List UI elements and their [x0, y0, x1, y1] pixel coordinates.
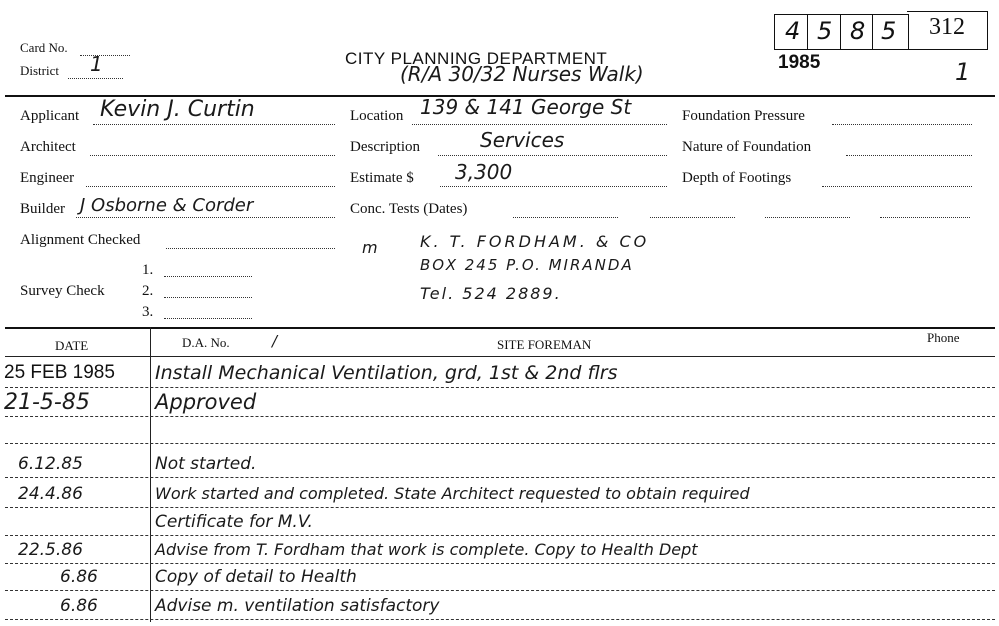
builder-label: Builder — [20, 201, 65, 217]
row-rule — [5, 443, 995, 444]
conc-tests-line-4 — [880, 217, 970, 218]
estimate-value: 3,300 — [455, 160, 513, 184]
survey-item-3: 3. — [142, 304, 154, 320]
log-date: 6.86 — [60, 567, 98, 587]
row-rule — [5, 477, 995, 478]
location-value: 139 & 141 George St — [420, 95, 632, 119]
district-label: District — [20, 63, 59, 78]
log-text: Copy of detail to Health — [155, 567, 357, 587]
da-no-value: / — [272, 332, 278, 350]
contact-line-1: K. T. FORDHAM. & CO — [420, 232, 650, 251]
log-date: 6.12.85 — [18, 454, 83, 474]
survey-line-2 — [164, 297, 252, 298]
district-value: 1 — [90, 52, 103, 76]
engineer-label: Engineer — [20, 170, 75, 186]
foundation-pressure-label: Foundation Pressure — [682, 108, 805, 124]
phone-header: Phone — [927, 330, 960, 345]
card-sub-number: 1 — [955, 58, 971, 86]
box-divider — [807, 15, 808, 49]
description-label: Description — [350, 139, 420, 155]
estimate-label: Estimate $ — [350, 170, 414, 186]
box-divider — [840, 15, 841, 49]
log-header-rule — [5, 356, 995, 357]
alignment-label: Alignment Checked — [20, 232, 141, 248]
contact-line-3: Tel. 524 2889. — [420, 284, 562, 303]
site-foreman-header: SITE FOREMAN — [497, 337, 592, 352]
conc-tests-line-3 — [765, 217, 850, 218]
nature-foundation-line — [846, 155, 972, 156]
card-no-label: Card No. — [20, 40, 68, 55]
conc-tests-line-1 — [513, 217, 618, 218]
log-date: 22.5.86 — [18, 540, 83, 560]
row-rule — [5, 590, 995, 591]
location-line — [412, 124, 667, 125]
log-top-rule — [5, 327, 995, 329]
row-rule — [5, 619, 995, 620]
builder-line — [76, 217, 335, 218]
serial-box — [907, 11, 988, 50]
builder-value: J Osborne & Corder — [80, 195, 254, 216]
log-text: Work started and completed. State Architect requested to obtain required — [155, 484, 750, 503]
district-line — [68, 78, 123, 79]
description-line — [438, 155, 667, 156]
foundation-pressure-line — [832, 124, 972, 125]
survey-line-1 — [164, 276, 252, 277]
log-text: Advise m. ventilation satisfactory — [155, 596, 440, 616]
survey-label: Survey Check — [20, 283, 105, 299]
conc-tests-label: Conc. Tests (Dates) — [350, 201, 468, 217]
year-label: 1985 — [778, 52, 821, 73]
survey-line-3 — [164, 318, 252, 319]
card-number-box — [774, 14, 909, 50]
log-date: 25 FEB 1985 — [4, 362, 115, 383]
depth-footings-label: Depth of Footings — [682, 170, 792, 186]
applicant-label: Applicant — [20, 108, 80, 124]
log-date: 21-5-85 — [4, 390, 90, 415]
nature-foundation-label: Nature of Foundation — [682, 139, 812, 155]
row-rule — [5, 507, 995, 508]
applicant-line — [93, 124, 335, 125]
survey-item-1: 1. — [142, 262, 154, 278]
alignment-line — [166, 248, 335, 249]
date-header: DATE — [55, 338, 89, 353]
box-digit-4: 5 — [881, 17, 897, 45]
log-text: Install Mechanical Ventilation, grd, 1st & 2nd flrs — [155, 362, 618, 384]
log-text: Not started. — [155, 454, 257, 474]
box-digit-1: 4 — [785, 17, 801, 45]
handwritten-address: (R/A 30/32 Nurses Walk) — [400, 62, 644, 86]
engineer-line — [86, 186, 335, 187]
log-text: Certificate for M.V. — [155, 512, 313, 532]
architect-label: Architect — [20, 139, 76, 155]
row-rule — [5, 563, 995, 564]
contact-line-2: BOX 245 P.O. MIRANDA — [420, 256, 634, 274]
survey-item-2: 2. — [142, 283, 154, 299]
location-label: Location — [350, 108, 404, 124]
card-no-line — [80, 55, 130, 56]
row-rule — [5, 387, 995, 388]
row-rule — [5, 416, 995, 417]
log-text: Approved — [155, 390, 257, 414]
depth-footings-line — [822, 186, 972, 187]
description-value: Services — [480, 128, 565, 152]
log-date: 24.4.86 — [18, 484, 83, 504]
card-serial: 312 — [929, 14, 965, 40]
row-rule — [5, 535, 995, 536]
applicant-value: Kevin J. Curtin — [100, 97, 255, 122]
log-date: 6.86 — [60, 596, 98, 616]
log-text: Advise from T. Fordham that work is complete. Copy to Health Dept — [155, 540, 698, 559]
conc-tests-line-2 — [650, 217, 735, 218]
box-divider — [872, 15, 873, 49]
architect-line — [90, 155, 335, 156]
da-no-header: D.A. No. — [182, 335, 230, 350]
estimate-line — [440, 186, 667, 187]
contact-prefix: m — [362, 238, 378, 257]
box-digit-3: 8 — [850, 17, 866, 45]
box-digit-2: 5 — [817, 17, 833, 45]
department-title: CITY PLANNING DEPARTMENT — [345, 49, 608, 68]
